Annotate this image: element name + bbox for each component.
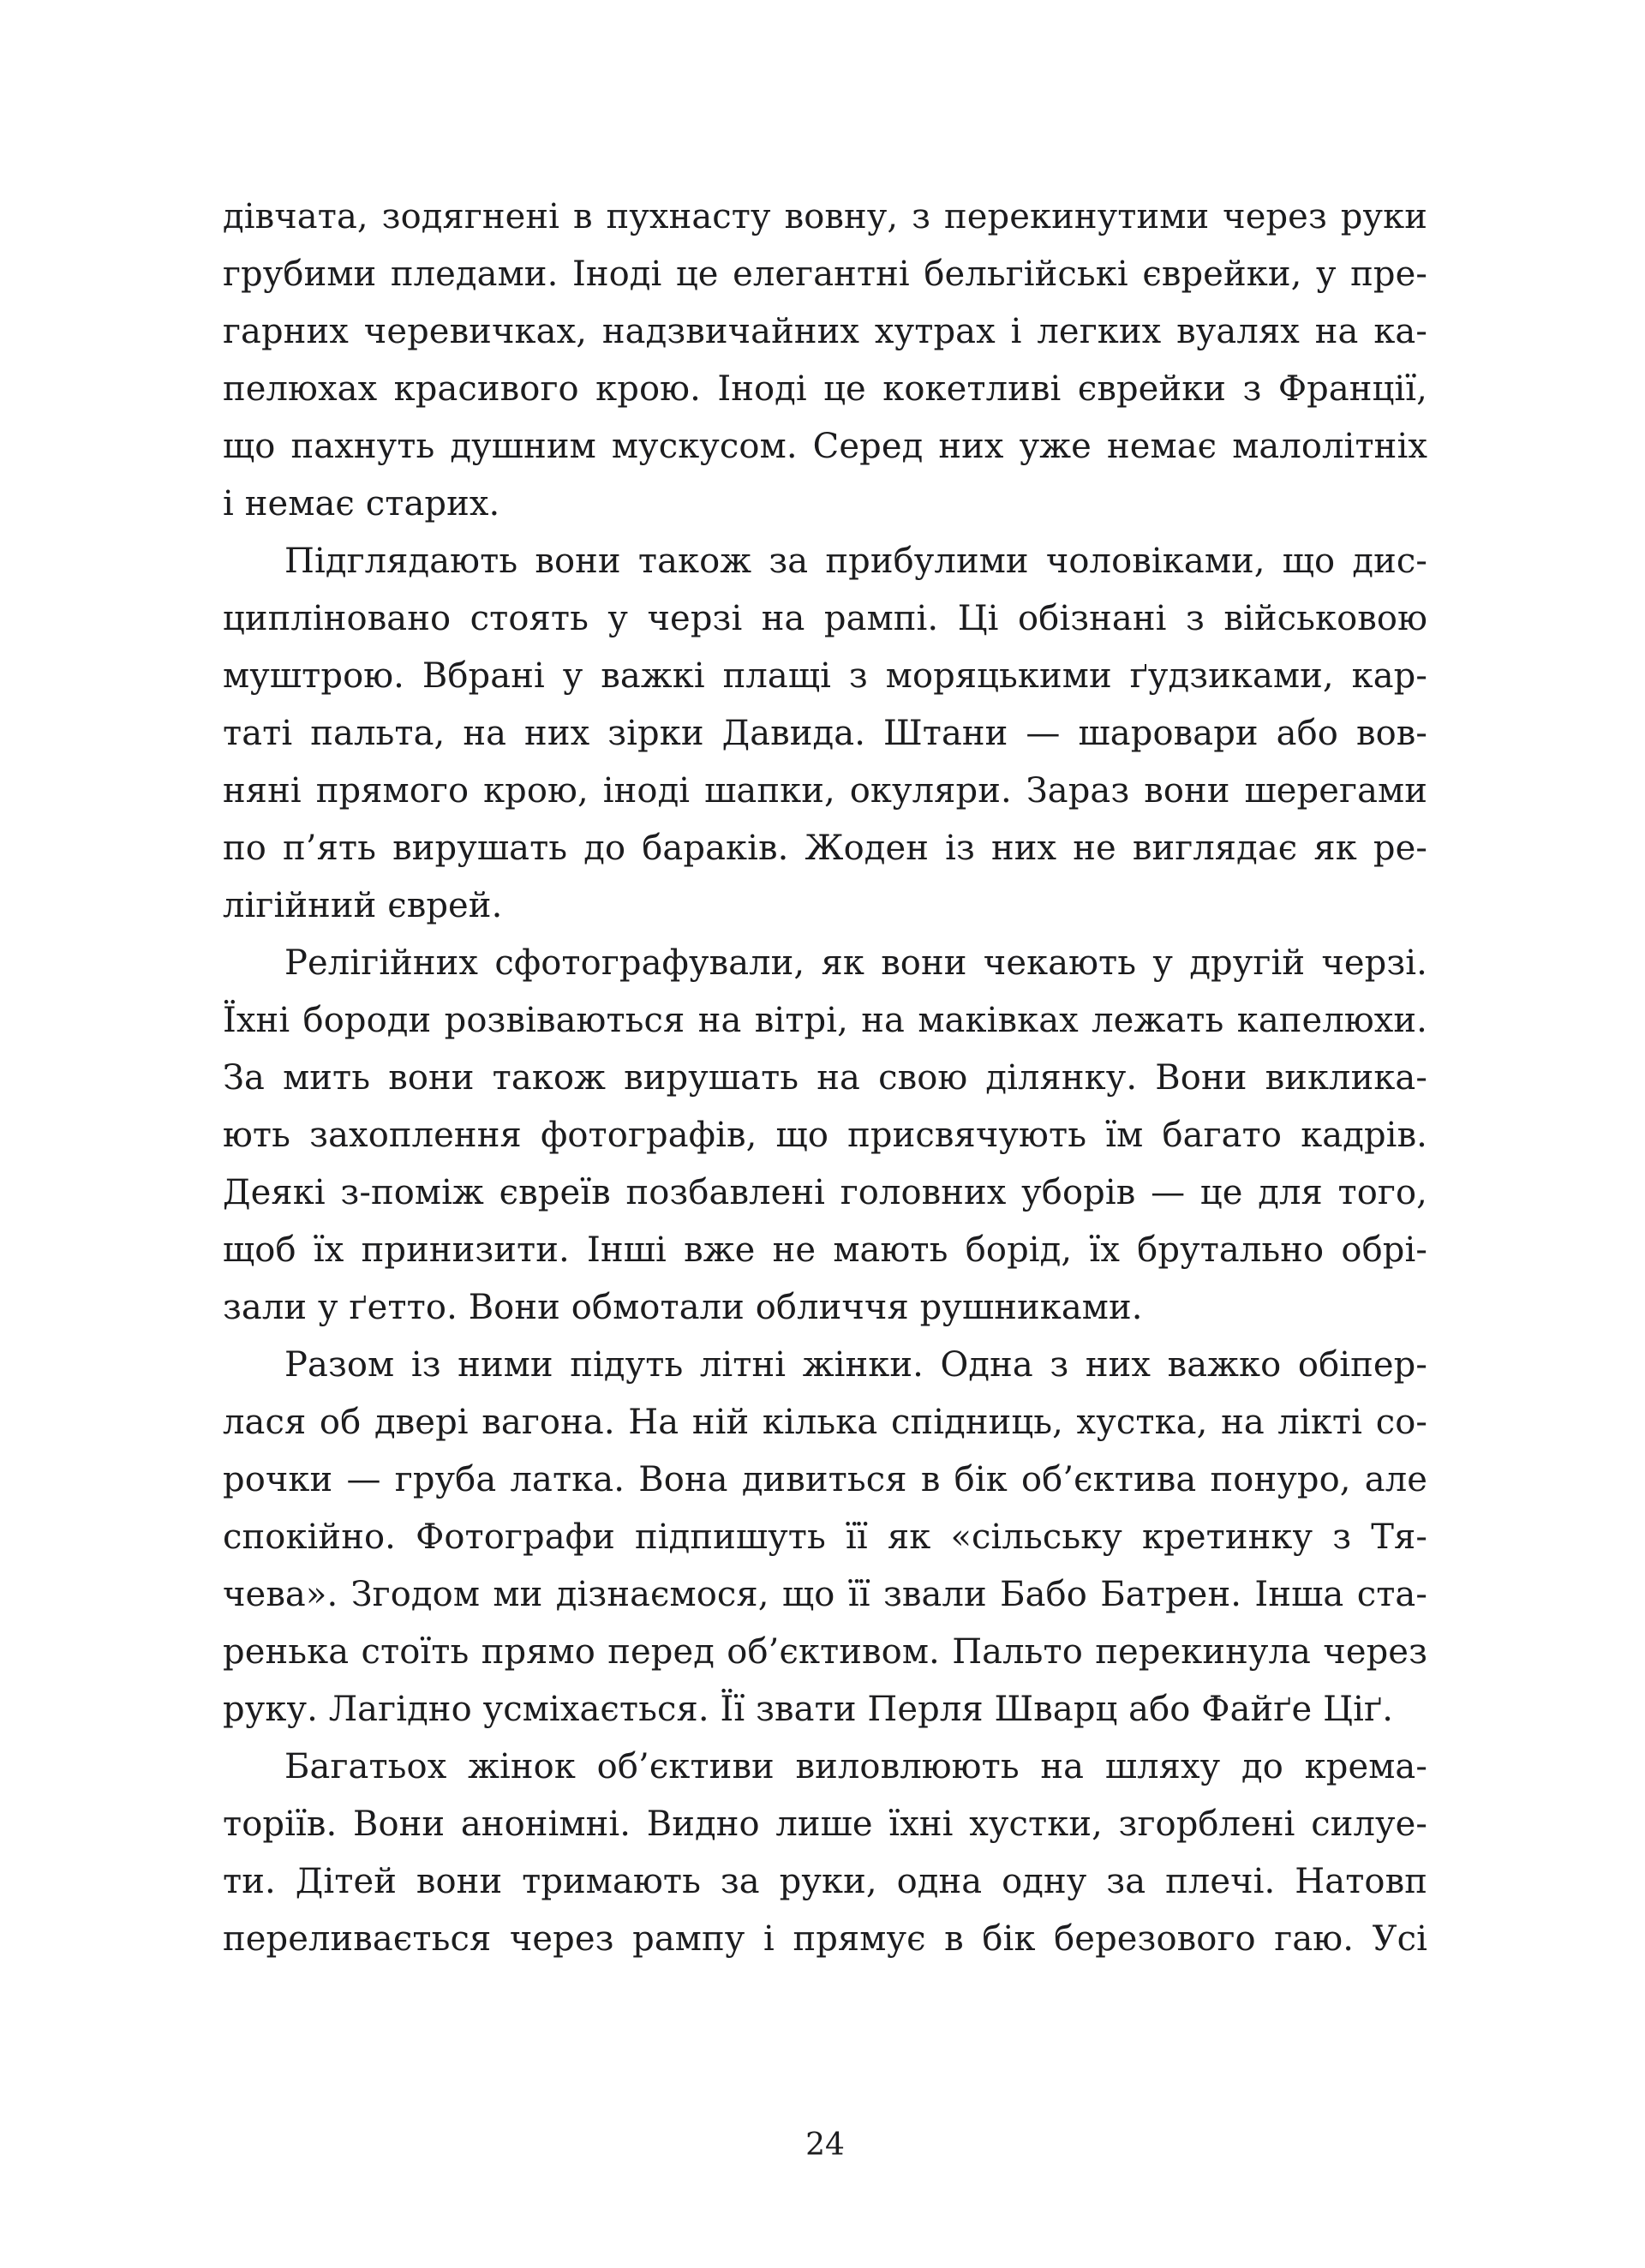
text-line: муштрою. Вбрані у важкі плащі з моряцькими ґудзиками, кар- bbox=[223, 656, 1427, 696]
text-line: щоб їх принизити. Інші вже не мають борід, їх брутально обрі- bbox=[223, 1230, 1427, 1270]
text-line: Деякі з-поміж євреїв позбавлені головних уборів — це для того, bbox=[223, 1173, 1427, 1212]
text-line: ти. Дітей вони тримають за руки, одна одну за плечі. Натовп bbox=[223, 1862, 1427, 1901]
text-line: і немає старих. bbox=[223, 484, 500, 524]
text-line: руку. Лагідно усміхається. Її звати Перля Шварц або Файґе Ціґ. bbox=[223, 1690, 1394, 1729]
text-line: Релігійних сфотографували, як вони чекають у другій черзі. bbox=[284, 943, 1427, 983]
text-line: чева». Згодом ми дізнаємося, що її звали Бабо Батрен. Інша ста- bbox=[223, 1575, 1427, 1614]
text-line: За мить вони також вирушать на свою ділянку. Вони виклика- bbox=[223, 1058, 1427, 1098]
text-line: лігійний єврей. bbox=[223, 886, 503, 925]
text-line: рочки — груба латка. Вона дивиться в бік об’єктива понуро, але bbox=[223, 1460, 1427, 1499]
paragraph bbox=[223, 189, 1427, 533]
text-line: Підглядають вони також за прибулими чоловіками, що дис- bbox=[284, 542, 1427, 581]
text-line: лася об двері вагона. На ній кілька спідниць, хустка, на лікті со- bbox=[223, 1403, 1427, 1442]
text-line: таті пальта, на них зірки Давида. Штани — шаровари або вов- bbox=[223, 714, 1427, 753]
paragraph bbox=[223, 935, 1427, 1337]
paragraph bbox=[223, 1738, 1427, 1968]
text-line: ципліновано стоять у черзі на рампі. Ці обізнані з військовою bbox=[223, 599, 1427, 638]
text-line: грубими пледами. Іноді це елегантні бельгійські єврейки, у пре- bbox=[223, 254, 1427, 294]
text-line: дівчата, зодягнені в пухнасту вовну, з перекинутими через руки bbox=[223, 197, 1427, 236]
page-number: 24 bbox=[805, 2127, 845, 2163]
text-line: переливається через рампу і прямує в бік березового гаю. Усі bbox=[223, 1919, 1427, 1959]
text-line: няні прямого крою, іноді шапки, окуляри. Зараз вони шерегами bbox=[223, 771, 1427, 811]
text-line: Разом із ними підуть літні жінки. Одна з них важко обіпер- bbox=[284, 1345, 1427, 1385]
text-line: торіїв. Вони анонімні. Видно лише їхні хустки, згорблені силуе- bbox=[223, 1804, 1427, 1844]
text-line: гарних черевичках, надзвичайних хутрах і легких вуалях на ка- bbox=[223, 312, 1427, 351]
text-line: що пахнуть душним мускусом. Серед них уже немає малолітніх bbox=[223, 427, 1427, 466]
text-line: ють захоплення фотографів, що присвячують їм багато кадрів. bbox=[223, 1116, 1427, 1155]
paragraph bbox=[223, 533, 1427, 935]
page-text bbox=[223, 189, 1427, 1968]
text-line: по п’ять вирушать до бараків. Жоден із них не виглядає як ре- bbox=[223, 829, 1427, 868]
text-line: Їхні бороди розвіваються на вітрі, на маківках лежать капелюхи. bbox=[223, 1001, 1427, 1040]
text-line: ренька стоїть прямо перед об’єктивом. Пальто перекинула через bbox=[223, 1632, 1427, 1672]
text-line: Багатьох жінок об’єктиви виловлюють на шляху до крема- bbox=[284, 1747, 1427, 1786]
paragraph bbox=[223, 1337, 1427, 1738]
text-line: пелюхах красивого крою. Іноді це кокетливі єврейки з Франції, bbox=[223, 369, 1427, 409]
text-line: спокійно. Фотографи підпишуть її як «сільську кретинку з Тя- bbox=[223, 1517, 1427, 1557]
text-line: зали у ґетто. Вони обмотали обличчя рушниками. bbox=[223, 1288, 1143, 1327]
